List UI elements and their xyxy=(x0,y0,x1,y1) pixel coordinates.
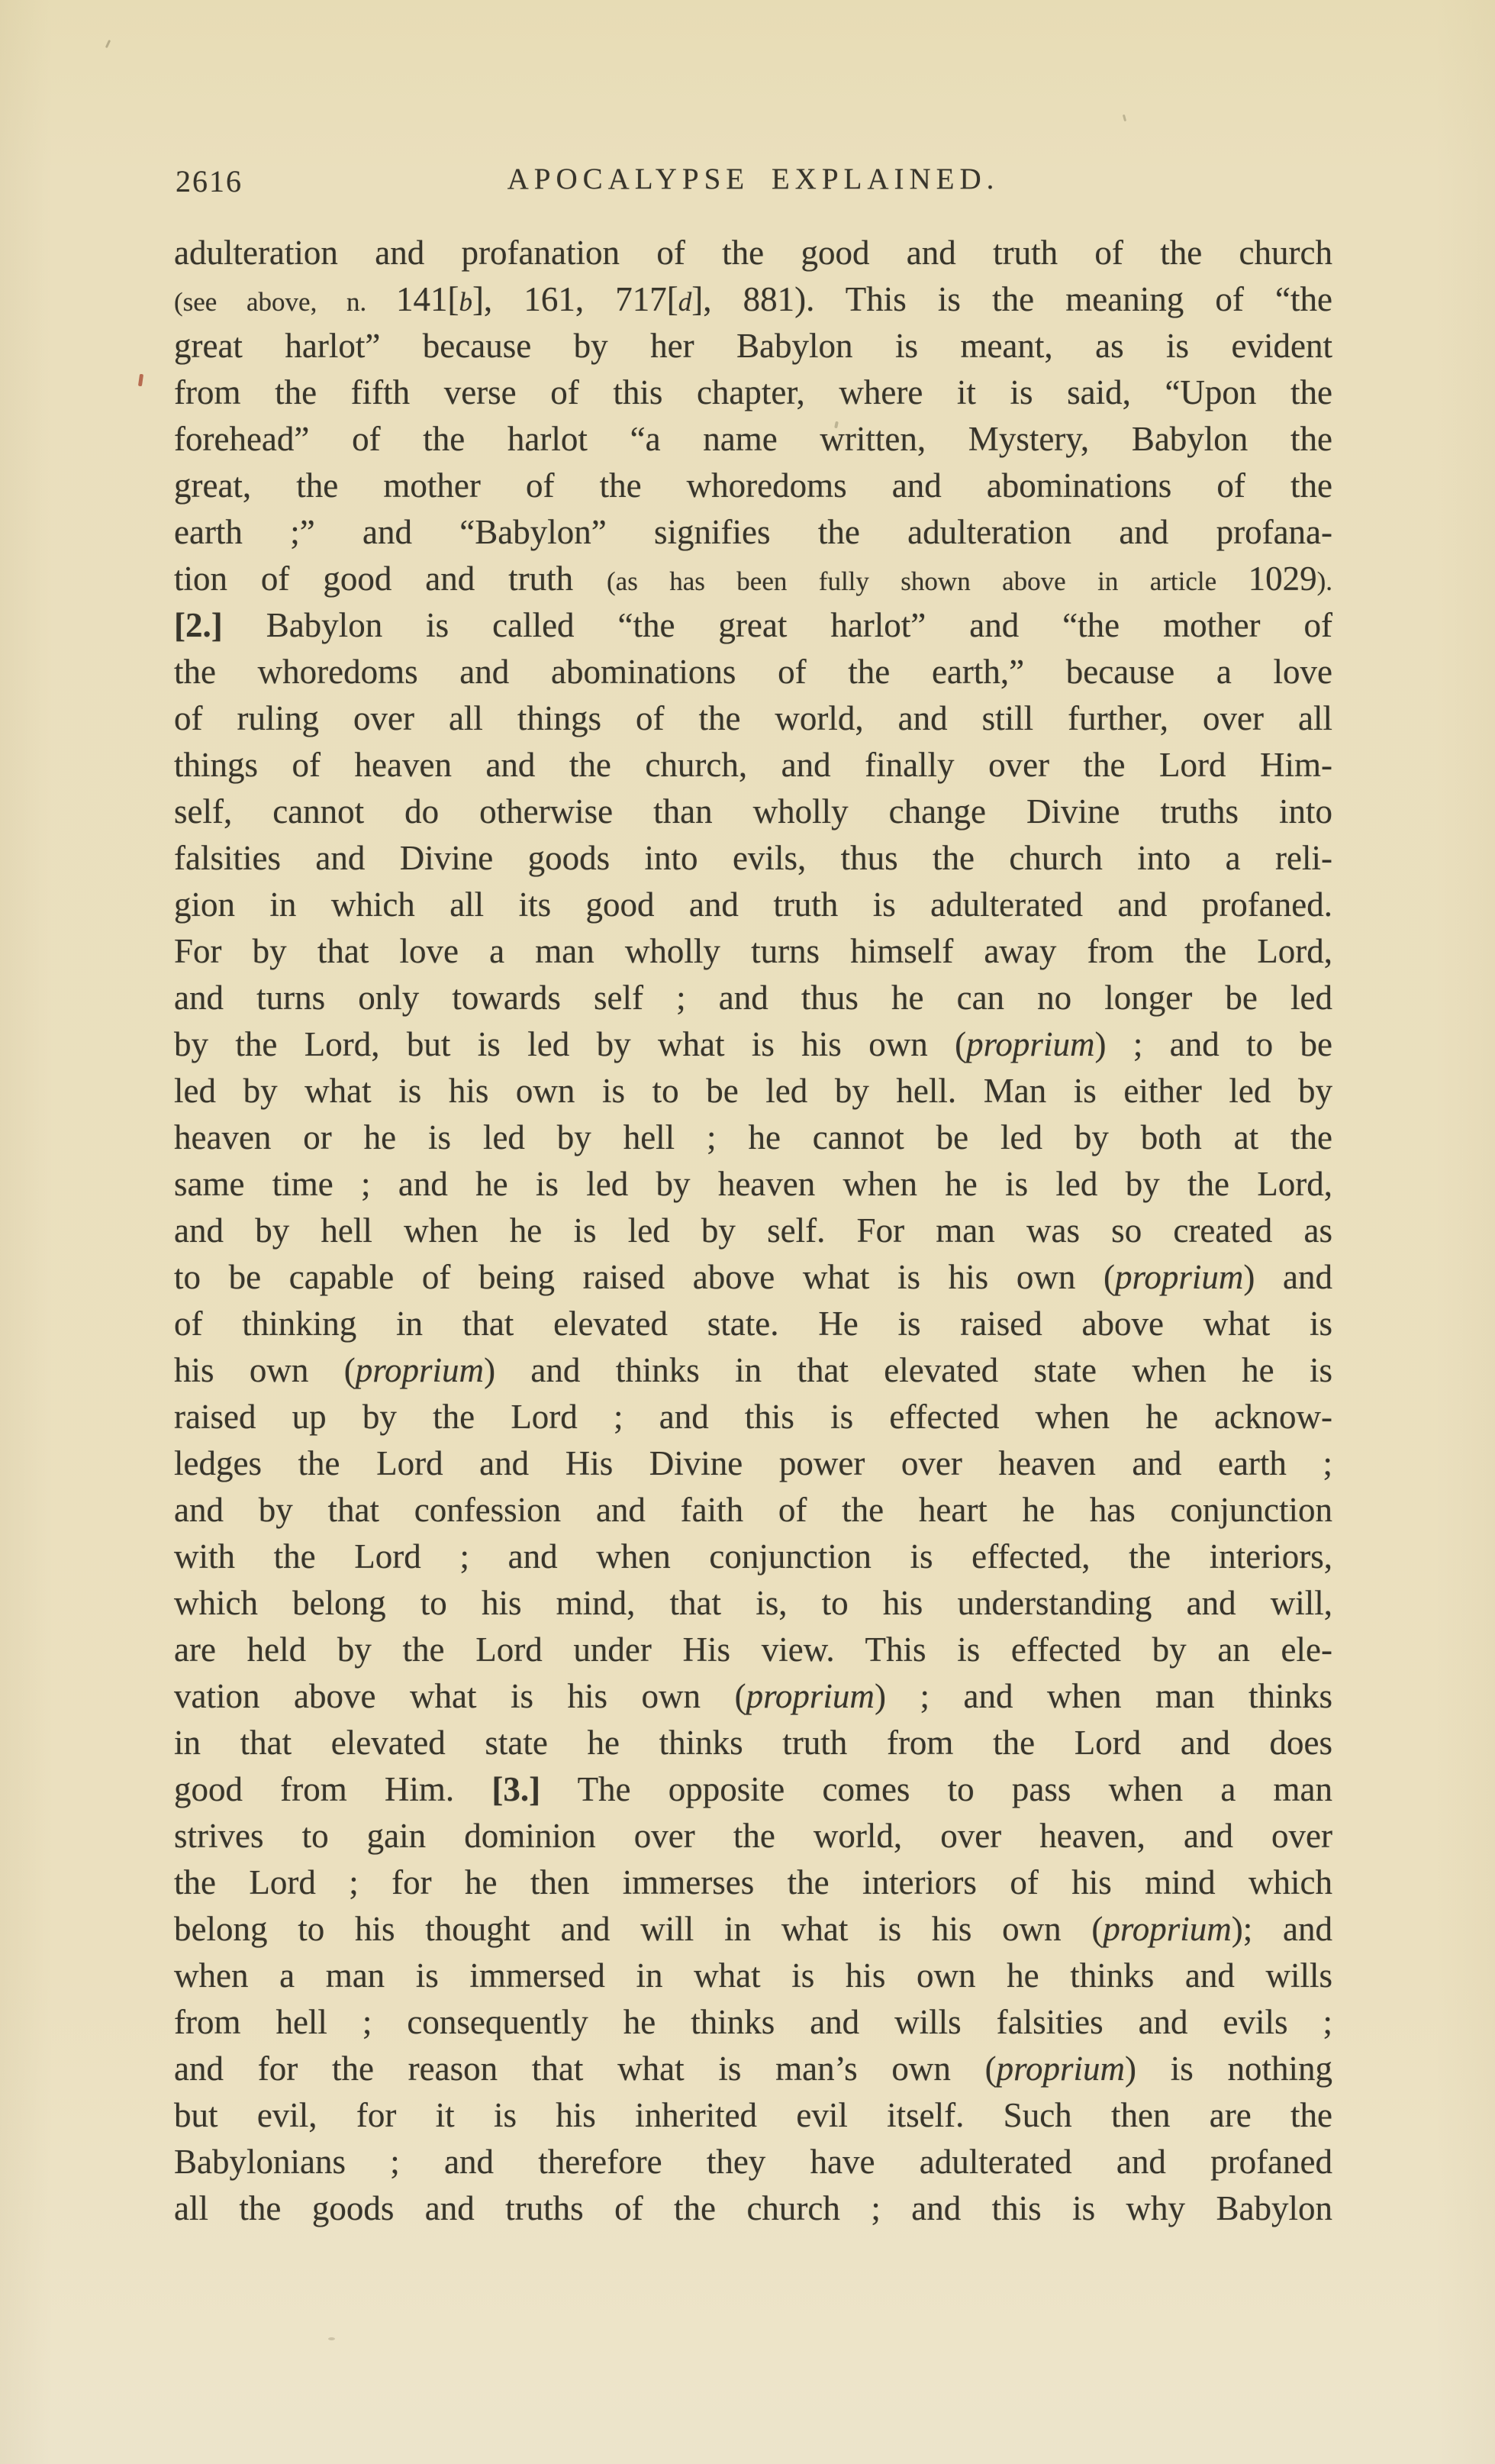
margin-mark xyxy=(138,374,143,387)
text-line xyxy=(174,2046,1332,2092)
text-segment: which belong to his mind, that is, to his understanding and will, xyxy=(174,1584,1332,1622)
text-segment: of ruling over all things of the world, and still further, over all xyxy=(174,699,1332,737)
text-segment: ], 161, 717[ xyxy=(472,280,678,318)
text-line xyxy=(174,1953,1332,1999)
text-segment: from hell ; consequently he thinks and wills falsities and evils ; xyxy=(174,2003,1332,2041)
text-line xyxy=(174,649,1332,695)
text-line xyxy=(174,1254,1332,1301)
text-line xyxy=(174,230,1332,276)
page-header xyxy=(174,162,1332,202)
text-line xyxy=(174,789,1332,835)
text-line xyxy=(174,1347,1332,1394)
text-segment: ) ; and to be xyxy=(1094,1025,1332,1063)
text-line xyxy=(174,1394,1332,1440)
text-segment: his own ( xyxy=(174,1351,356,1389)
text-line xyxy=(174,1673,1332,1720)
text-line xyxy=(174,1208,1332,1254)
text-line xyxy=(174,1068,1332,1114)
page-number: 2616 xyxy=(176,164,243,198)
text-segment: great, the mother of the whoredoms and abominations of the xyxy=(174,466,1332,505)
text-segment: Babylon is called “the great harlot” and “the mother of xyxy=(222,606,1332,644)
text-segment: 1029 xyxy=(1248,560,1317,598)
text-line xyxy=(174,695,1332,742)
text-line xyxy=(174,1440,1332,1487)
text-line xyxy=(174,1766,1332,1813)
text-line xyxy=(174,2185,1332,2232)
text-segment: of thinking in that elevated state. He is raised above what is xyxy=(174,1305,1332,1343)
text-segment: led by what is his own is to be led by hell. Man is either led by xyxy=(174,1072,1332,1110)
text-segment: The opposite comes to pass when a man xyxy=(540,1770,1332,1808)
text-line xyxy=(174,882,1332,928)
text-segment: same time ; and he is led by heaven when he is led by the Lord, xyxy=(174,1165,1332,1203)
text-segment: strives to gain dominion over the world, over heaven, and over xyxy=(174,1817,1332,1855)
text-segment: gion in which all its good and truth is adulterated and profaned. xyxy=(174,885,1332,924)
text-line xyxy=(174,509,1332,556)
text-segment: by the Lord, but is led by what is his own ( xyxy=(174,1025,967,1063)
text-segment: ) and thinks in that elevated state when he is xyxy=(484,1351,1332,1389)
text-line xyxy=(174,369,1332,416)
text-segment: ) is nothing xyxy=(1124,2050,1332,2088)
text-segment: all the goods and truths of the church ; and this is why Babylon xyxy=(174,2189,1332,2227)
running-title: APOCALYPSE EXPLAINED. xyxy=(507,163,1000,195)
text-segment: are held by the Lord under His view. This is effected by an ele- xyxy=(174,1630,1332,1669)
text-segment: (as has been fully shown above in article xyxy=(607,566,1249,596)
text-line xyxy=(174,2139,1332,2185)
text-segment: and by that confession and faith of the heart he has conjunction xyxy=(174,1491,1332,1529)
text-line xyxy=(174,1859,1332,1906)
text-line xyxy=(174,323,1332,369)
text-segment: tion of good and truth xyxy=(174,560,607,598)
text-segment: ], 881). This is the meaning of “the xyxy=(691,280,1332,318)
text-segment: self, cannot do otherwise than wholly change Divine truths into xyxy=(174,792,1332,830)
text-line xyxy=(174,1487,1332,1534)
text-segment: proprium xyxy=(966,1025,1095,1063)
text-segment: proprium xyxy=(996,2050,1125,2088)
text-segment: from the fifth verse of this chapter, where it is said, “Upon the xyxy=(174,373,1332,411)
text-line xyxy=(174,1301,1332,1347)
text-line xyxy=(174,1999,1332,2046)
text-segment: proprium xyxy=(746,1677,875,1715)
text-segment: 141[ xyxy=(395,280,459,318)
text-segment: with the Lord ; and when conjunction is effected, the interiors, xyxy=(174,1537,1332,1575)
text-line xyxy=(174,1580,1332,1627)
paper-speck xyxy=(1123,114,1126,121)
text-line xyxy=(174,975,1332,1021)
text-line xyxy=(174,1161,1332,1208)
text-line xyxy=(174,835,1332,882)
text-line xyxy=(174,1720,1332,1766)
text-segment: good from Him. xyxy=(174,1770,492,1808)
text-segment: ). xyxy=(1316,566,1332,596)
text-segment: proprium xyxy=(355,1351,485,1389)
text-segment: proprium xyxy=(1115,1258,1244,1296)
text-segment: but evil, for it is his inherited evil itself. Such then are the xyxy=(174,2096,1332,2134)
text-line xyxy=(174,742,1332,789)
text-line xyxy=(174,1627,1332,1673)
text-segment: b xyxy=(459,287,472,317)
text-segment: ) and xyxy=(1243,1258,1332,1296)
paper-speck xyxy=(328,2337,335,2340)
text-line xyxy=(174,1021,1332,1068)
text-segment: heaven or he is led by hell ; he cannot be led by both at the xyxy=(174,1118,1332,1156)
text-segment: [2.] xyxy=(174,606,223,644)
text-segment: and by hell when he is led by self. For man was so created as xyxy=(174,1211,1332,1250)
text-segment: falsities and Divine goods into evils, thus the church into a reli- xyxy=(174,839,1332,877)
text-segment: great harlot” because by her Babylon is meant, as is evident xyxy=(174,327,1332,365)
text-segment: [3.] xyxy=(491,1770,541,1808)
page-body xyxy=(174,230,1332,2232)
paper-speck xyxy=(105,40,111,48)
text-segment: the Lord ; for he then immerses the interiors of his mind which xyxy=(174,1863,1332,1901)
text-segment: (see above, n. xyxy=(174,287,396,317)
text-line xyxy=(174,463,1332,509)
text-segment: proprium xyxy=(1103,1910,1232,1948)
text-segment: when a man is immersed in what is his own he thinks and wills xyxy=(174,1956,1332,1995)
text-line xyxy=(174,1114,1332,1161)
text-segment: ); and xyxy=(1231,1910,1332,1948)
text-line xyxy=(174,602,1332,649)
text-segment: things of heaven and the church, and finally over the Lord Him- xyxy=(174,746,1332,784)
text-line xyxy=(174,928,1332,975)
text-segment: ledges the Lord and His Divine power over heaven and earth ; xyxy=(174,1444,1332,1482)
text-line xyxy=(174,276,1332,323)
text-segment: the whoredoms and abominations of the earth,” because a love xyxy=(174,653,1332,691)
text-segment: For by that love a man wholly turns himself away from the Lord, xyxy=(174,932,1332,970)
text-line xyxy=(174,1813,1332,1859)
text-segment: d xyxy=(678,287,692,317)
text-segment: adulteration and profanation of the good and truth of the church xyxy=(174,234,1332,272)
text-line xyxy=(174,1534,1332,1580)
text-segment: belong to his thought and will in what is his own ( xyxy=(174,1910,1104,1948)
text-segment: and for the reason that what is man’s own ( xyxy=(174,2050,997,2088)
text-segment: earth ;” and “Babylon” signifies the adulteration and profana- xyxy=(174,513,1332,551)
text-line xyxy=(174,1906,1332,1953)
text-segment: and turns only towards self ; and thus he can no longer be led xyxy=(174,979,1332,1017)
text-segment: Babylonians ; and therefore they have adulterated and profaned xyxy=(174,2143,1332,2181)
text-segment: ) ; and when man thinks xyxy=(874,1677,1332,1715)
text-line xyxy=(174,416,1332,463)
text-segment: to be capable of being raised above what is his own ( xyxy=(174,1258,1115,1296)
text-segment: raised up by the Lord ; and this is effected when he acknow- xyxy=(174,1398,1332,1436)
text-segment: in that elevated state he thinks truth from the Lord and does xyxy=(174,1724,1332,1762)
text-line xyxy=(174,556,1332,602)
text-segment: forehead” of the harlot “a name written, Mystery, Babylon the xyxy=(174,420,1332,458)
text-line xyxy=(174,2092,1332,2139)
text-segment: vation above what is his own ( xyxy=(174,1677,746,1715)
